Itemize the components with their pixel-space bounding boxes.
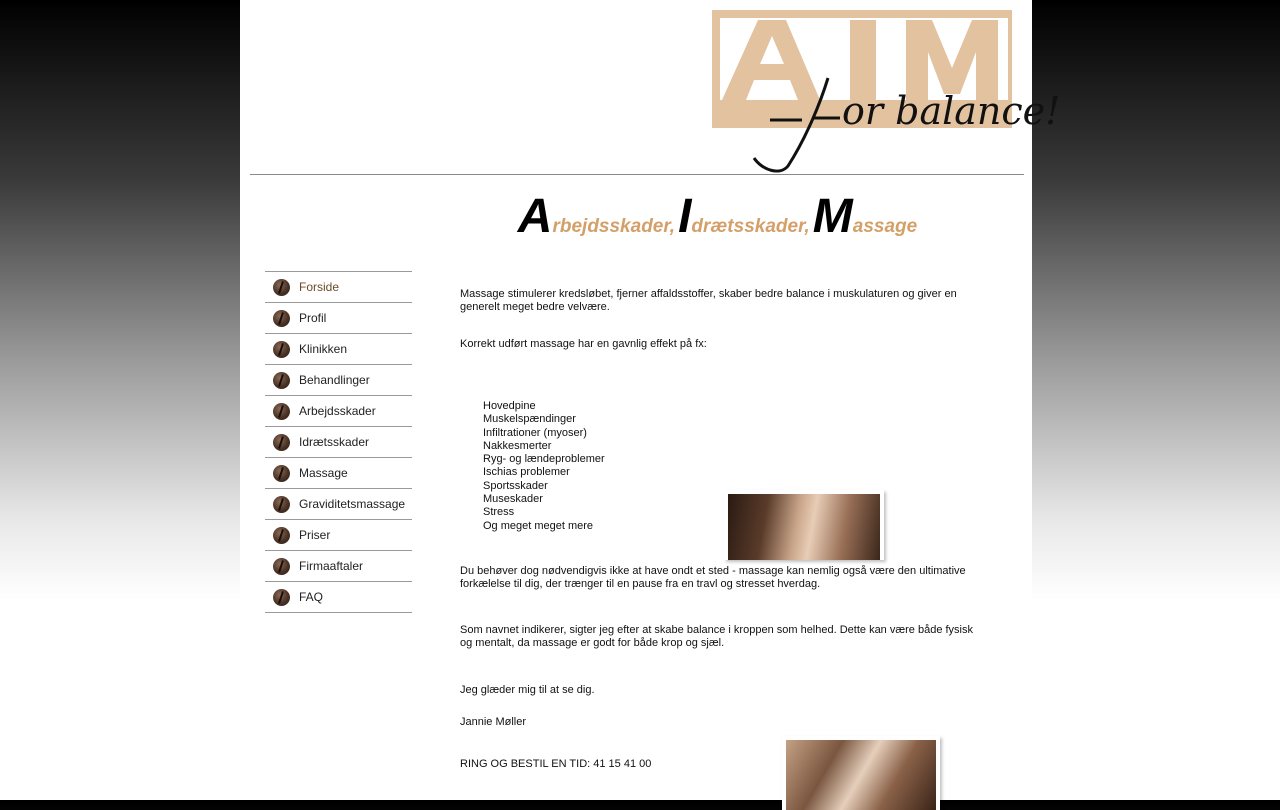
effects-list bbox=[483, 400, 605, 533]
nav-label: Arbejdsskader bbox=[299, 404, 376, 418]
coffee-bean-icon bbox=[273, 589, 290, 606]
nav-item-profil[interactable] bbox=[265, 303, 412, 334]
logo-tagline-text: or balance! bbox=[842, 89, 1061, 133]
aim-logo[interactable] bbox=[710, 8, 1061, 174]
coffee-bean-icon bbox=[273, 496, 290, 513]
intro-paragraph: Massage stimulerer kredsløbet, fjerner affaldsstoffer, skaber bedre balance i muskulaturen og giver en generelt meget bedre velvære. bbox=[460, 288, 957, 313]
nav-item-priser[interactable] bbox=[265, 520, 412, 551]
title-word-massage: assage bbox=[852, 216, 918, 237]
nav-label: FAQ bbox=[299, 590, 324, 604]
nav-item-graviditetsmassage[interactable] bbox=[265, 489, 412, 520]
massage-photo bbox=[724, 490, 884, 560]
nav-label: Idrætsskader bbox=[299, 435, 370, 449]
nav-label: Massage bbox=[299, 466, 348, 480]
nav-item-behandlinger[interactable] bbox=[265, 365, 412, 396]
list-item: Museskader bbox=[483, 493, 543, 506]
massage-photo-image bbox=[728, 494, 880, 560]
list-item: Nakkesmerter bbox=[483, 439, 552, 452]
nav-label: Klinikken bbox=[299, 342, 348, 356]
coffee-bean-icon bbox=[273, 465, 290, 482]
nav-item-faq[interactable] bbox=[265, 582, 412, 613]
title-word-arbejdsskader: rbejdsskader, bbox=[552, 216, 675, 237]
coffee-bean-icon bbox=[273, 372, 290, 389]
coffee-bean-icon bbox=[273, 341, 290, 358]
title-initial-a: A bbox=[517, 190, 553, 243]
list-item: Stress bbox=[483, 506, 515, 519]
nav-label: Priser bbox=[299, 528, 331, 542]
greeting-text: Jeg glæder mig til at se dig. bbox=[460, 684, 595, 696]
paragraph-relaxation: Du behøver dog nødvendigvis ikke at have ondt et sted - massage kan nemlig også være den ultimative forkælelse til dig, der trænger til en pause fra en travl og stresset hverdag. bbox=[460, 565, 966, 590]
title-initial-m: M bbox=[812, 190, 853, 243]
logo-graphic bbox=[710, 8, 1061, 174]
signature-text: Jannie Møller bbox=[460, 716, 527, 728]
list-item: Hovedpine bbox=[483, 400, 536, 412]
header-divider bbox=[250, 174, 1024, 175]
nav-label: Behandlinger bbox=[299, 373, 370, 387]
list-item: Sportsskader bbox=[483, 479, 548, 492]
nav-item-firmaaftaler[interactable] bbox=[265, 551, 412, 582]
list-item: Ischias problemer bbox=[483, 466, 570, 479]
list-item: Og meget meget mere bbox=[483, 519, 594, 532]
coffee-bean-icon bbox=[273, 279, 290, 296]
coffee-bean-icon bbox=[273, 403, 290, 420]
sidebar-nav bbox=[265, 271, 412, 613]
nav-label: Firmaaftaler bbox=[299, 559, 364, 573]
nav-item-klinikken[interactable] bbox=[265, 334, 412, 365]
nav-label: Forside bbox=[299, 280, 340, 294]
title-word-idraetsskader: drætsskader, bbox=[691, 216, 810, 237]
nav-item-idraetsskader[interactable] bbox=[265, 427, 412, 458]
page-title bbox=[460, 190, 975, 243]
nav-item-arbejdsskader[interactable] bbox=[265, 396, 412, 427]
massage-hands-photo bbox=[782, 736, 940, 810]
page-container bbox=[240, 0, 1061, 800]
coffee-bean-icon bbox=[273, 527, 290, 544]
nav-item-massage[interactable] bbox=[265, 458, 412, 489]
nav-label: Profil bbox=[299, 311, 327, 325]
nav-item-forside[interactable] bbox=[265, 272, 412, 303]
call-to-action-text: RING OG BESTIL EN TID: 41 15 41 00 bbox=[460, 758, 652, 770]
coffee-bean-icon bbox=[273, 434, 290, 451]
title-initial-i: I bbox=[678, 190, 692, 243]
effect-heading: Korrekt udført massage har en gavnlig effekt på fx: bbox=[460, 338, 707, 350]
list-item: Ryg- og lændeproblemer bbox=[483, 453, 605, 466]
list-item: Muskelspændinger bbox=[483, 413, 576, 426]
paragraph-balance: Som navnet indikerer, sigter jeg efter at skabe balance i kroppen som helhed. Dette kan være både fysisk og mentalt, da massage er godt for både krop og sjæl. bbox=[460, 624, 974, 649]
coffee-bean-icon bbox=[273, 558, 290, 575]
massage-hands-photo-image bbox=[786, 740, 936, 810]
nav-label: Graviditetsmassage bbox=[299, 497, 406, 511]
coffee-bean-icon bbox=[273, 310, 290, 327]
list-item: Infiltrationer (myoser) bbox=[483, 426, 587, 439]
